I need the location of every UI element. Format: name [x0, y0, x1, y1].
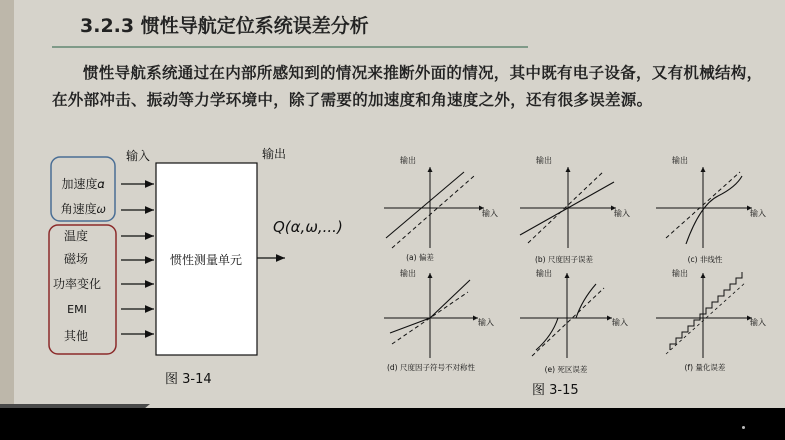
intro-paragraph: 惯性导航系统通过在内部所感知到的情况来推断外面的情况，其中既有电子设备，又有机械结构，在外部冲击、振动等力学环境中，除了需要的加速度和角速度之外，还有很多误差源。	[52, 64, 763, 109]
input-label-other: 其他	[63, 329, 89, 343]
fig14-output-header: 输出	[262, 147, 287, 161]
input-label-angular-velocity: 角速度𝜔	[60, 202, 106, 216]
svg-text:输出: 输出	[400, 156, 416, 165]
subplot-sign-asymmetry	[384, 268, 494, 372]
svg-text:输入: 输入	[750, 209, 766, 218]
subplot-dead-zone	[520, 268, 628, 374]
svg-text:(d) 尺度因子符号不对称性: (d) 尺度因子符号不对称性	[387, 363, 475, 372]
subplot-quantization	[656, 268, 766, 372]
subplot-bias	[384, 155, 498, 262]
svg-text:输入: 输入	[478, 318, 494, 327]
svg-text:(a) 偏差: (a) 偏差	[406, 253, 434, 262]
subplot-scale-factor	[520, 155, 630, 264]
figure-3-15	[384, 155, 766, 398]
svg-text:输入: 输入	[614, 209, 630, 218]
svg-text:输出: 输出	[536, 156, 552, 165]
svg-text:(f) 量化误差: (f) 量化误差	[684, 363, 726, 372]
input-label-emi: EMI	[67, 303, 87, 316]
input-label-magnetic: 磁场	[63, 252, 89, 266]
fig15-caption: 图 3-15	[532, 383, 579, 398]
imu-label: 惯性测量单元	[169, 253, 243, 267]
svg-text:(b) 尺度因子误差: (b) 尺度因子误差	[535, 255, 593, 264]
svg-text:(e) 死区误差: (e) 死区误差	[544, 365, 588, 374]
svg-text:(c) 非线性: (c) 非线性	[687, 255, 723, 264]
input-arrows	[121, 184, 154, 334]
bottom-dot	[742, 426, 745, 429]
subplot-nonlinearity	[656, 155, 766, 264]
fig14-caption: 图 3-14	[165, 372, 212, 387]
slide-title: 3.2.3 惯性导航定位系统误差分析	[80, 15, 369, 37]
figure-3-14	[49, 146, 343, 387]
input-label-temperature: 温度	[63, 229, 89, 243]
svg-text:输入: 输入	[612, 318, 628, 327]
bottom-bar	[0, 408, 785, 440]
output-formula: Q(α,ω,...)	[273, 218, 343, 236]
svg-text:输出: 输出	[536, 269, 552, 278]
svg-text:输入: 输入	[482, 209, 498, 218]
svg-text:输入: 输入	[750, 318, 766, 327]
svg-text:输出: 输出	[672, 156, 688, 165]
svg-text:输出: 输出	[400, 269, 416, 278]
svg-text:输出: 输出	[672, 269, 688, 278]
fig14-input-header: 输入	[126, 149, 151, 163]
input-label-acceleration: 加速度𝛼	[61, 177, 105, 191]
input-label-power: 功率变化	[52, 277, 102, 291]
